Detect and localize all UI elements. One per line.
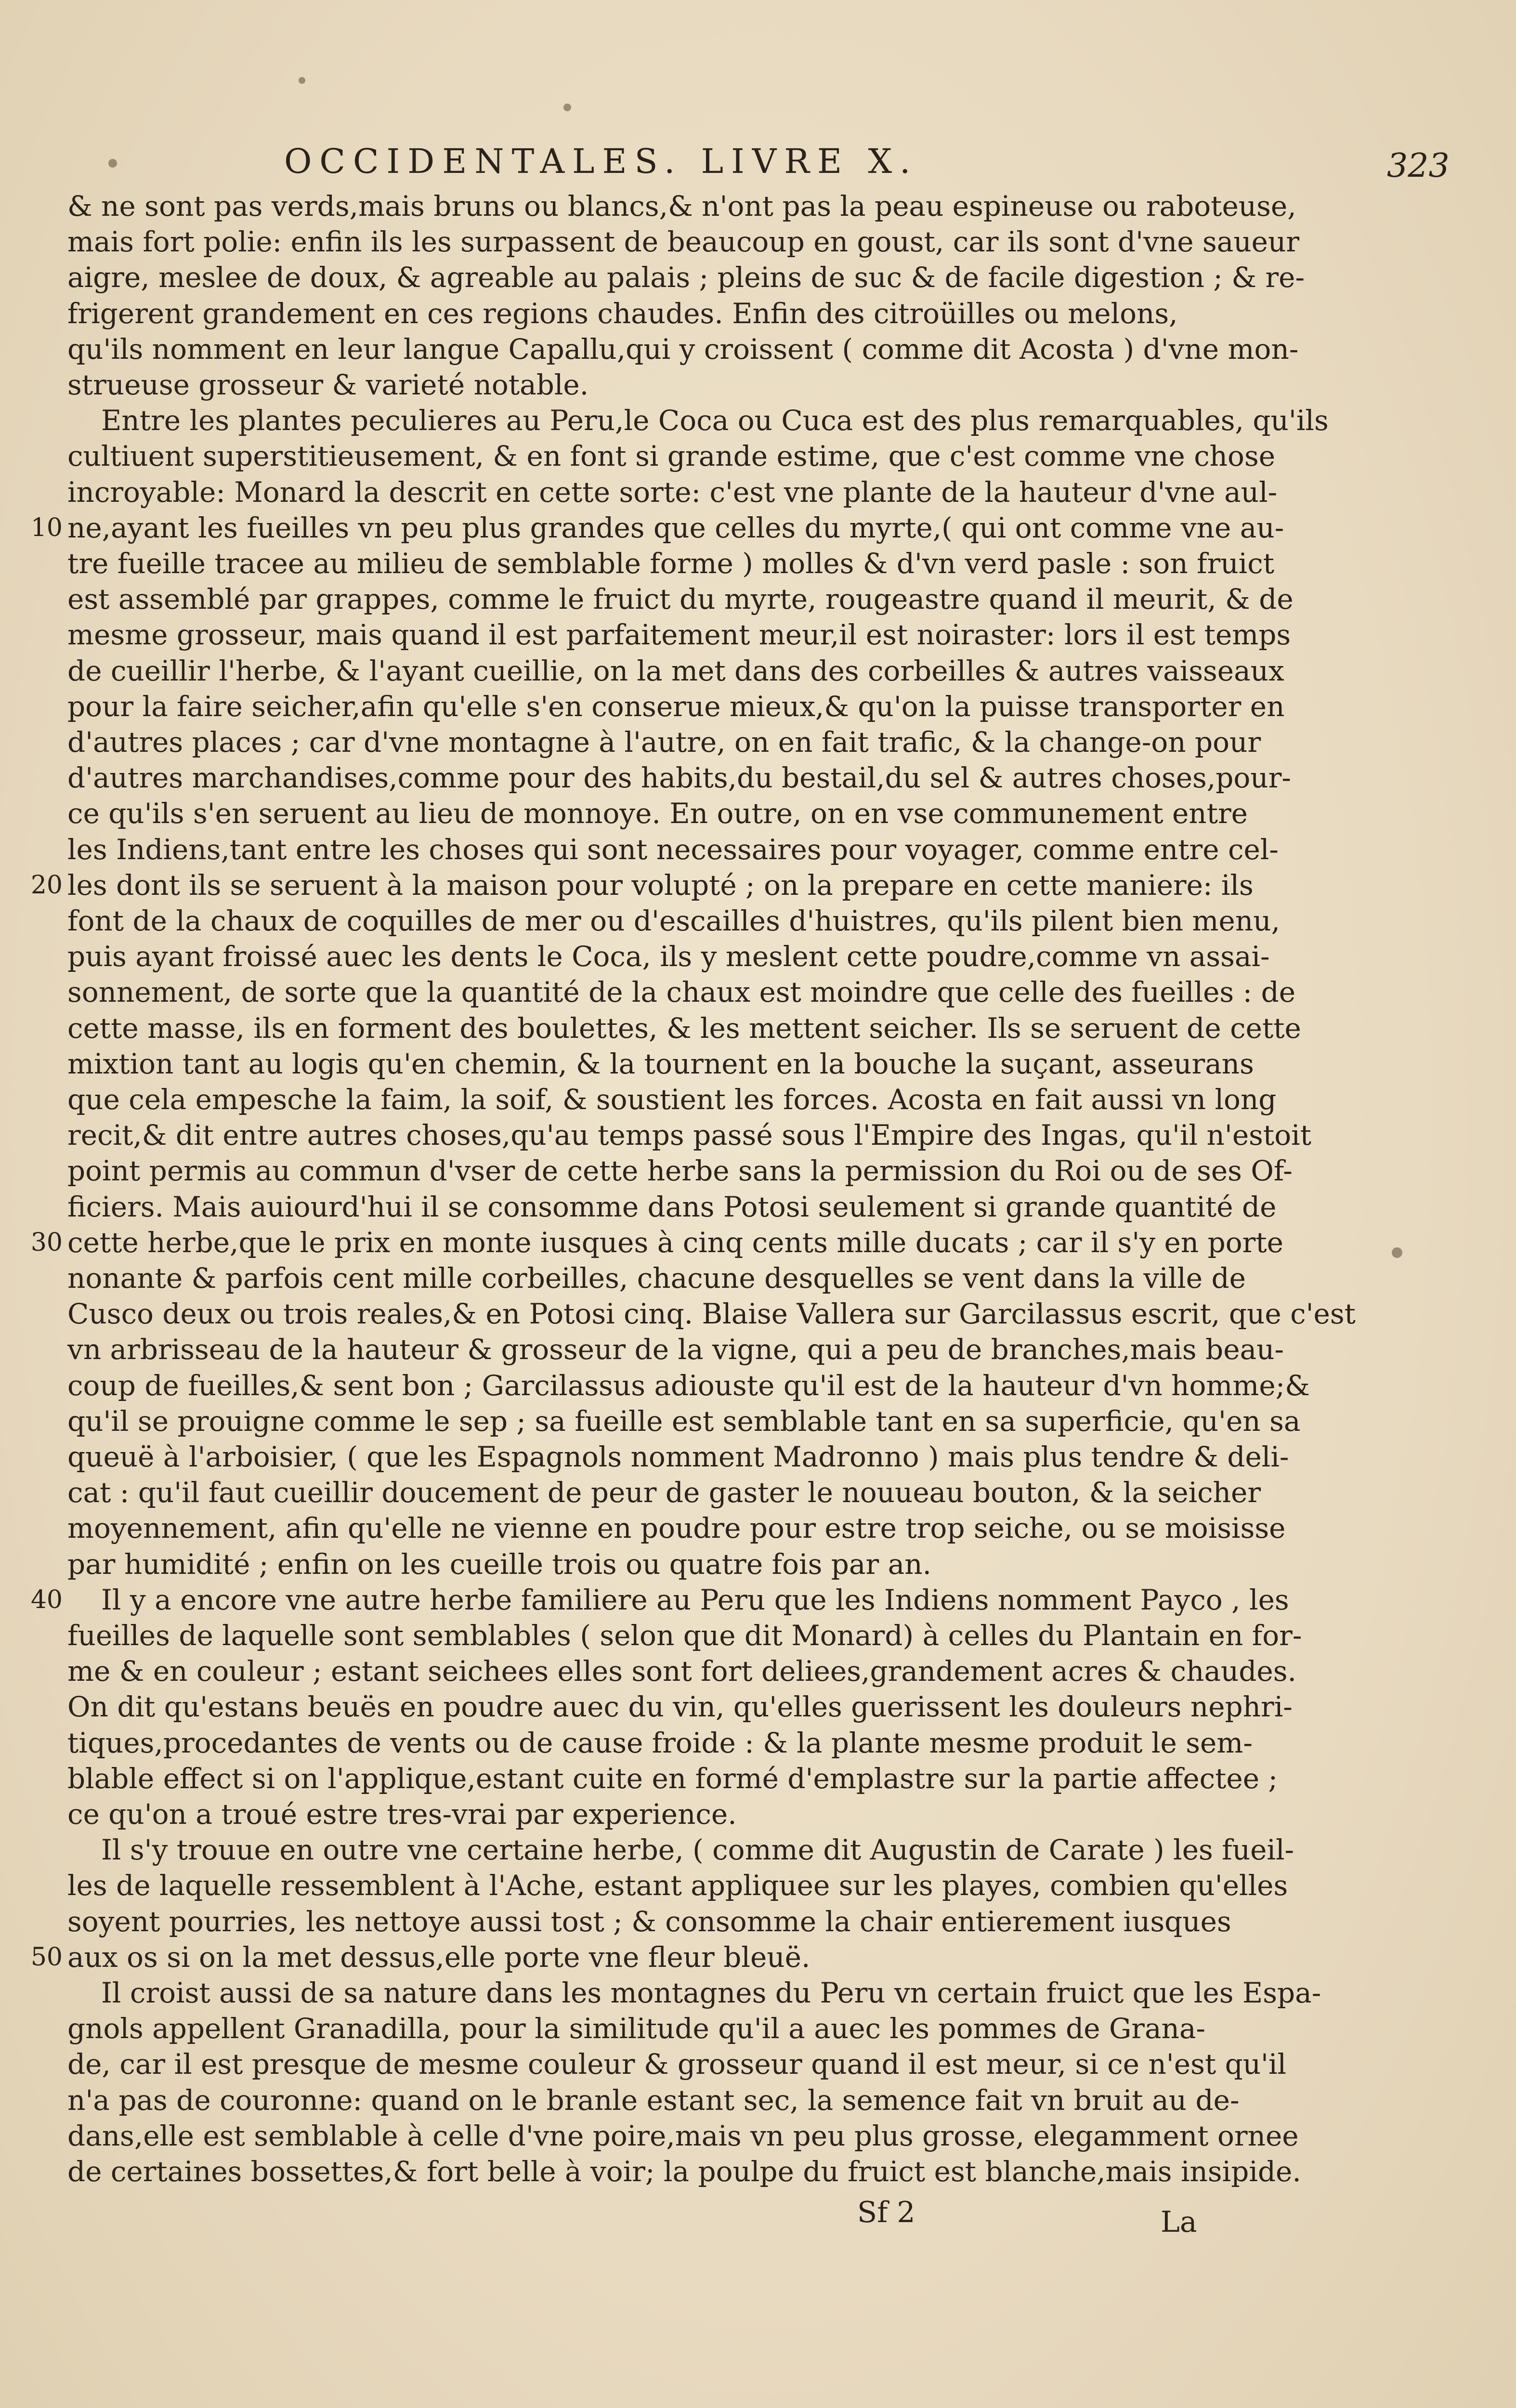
line-text: coup de fueilles,& sent bon ; Garcilassus adiouste qu'il est de la hauteur d'vn homme;&	[67, 1369, 1310, 1402]
line-text: tre fueille tracee au milieu de semblable forme ) molles & d'vn verd pasle : son fruict	[67, 547, 1275, 580]
line-text: aigre, meslee de doux, & agreable au palais ; pleins de suc & de facile digestion ; & re-	[67, 261, 1305, 294]
line-number: 10	[30, 513, 63, 542]
line-text: me & en couleur ; estant seichees elles sont fort deliees,grandement acres & chaudes.	[67, 1655, 1296, 1688]
line-text: Cusco deux ou trois reales,& en Potosi cinq. Blaise Vallera sur Garcilassus escrit, que c'est	[67, 1297, 1356, 1331]
line-text: moyennement, afin qu'elle ne vienne en poudre pour estre trop seiche, ou se moisisse	[67, 1512, 1286, 1545]
paper-spot	[1392, 1247, 1402, 1258]
line-text: les Indiens,tant entre les choses qui sont necessaires pour voyager, comme entre cel-	[67, 833, 1279, 866]
line-text: d'autres places ; car d'vne montagne à l'autre, on en fait trafic, & la change-on pour	[67, 726, 1261, 759]
line-text: de cueillir l'herbe, & l'ayant cueillie, on la met dans des corbeilles & autres vaisseaux	[67, 654, 1284, 687]
line-text: qu'il se prouigne comme le sep ; sa fueille est semblable tant en sa superficie, qu'en sa	[67, 1404, 1301, 1438]
line-text: dans,elle est semblable à celle d'vne poire,mais vn peu plus grosse, elegamment ornee	[67, 2119, 1299, 2152]
paper-spot	[108, 159, 117, 168]
line-text: est assemblé par grappes, comme le fruict du myrte, rougeastre quand il meurit, & de	[67, 583, 1294, 616]
line-text: blable effect si on l'applique,estant cuite en formé d'emplastre sur la partie affectee ;	[67, 1762, 1278, 1795]
line-text: aux os si on la met dessus,elle porte vne fleur bleuë.	[67, 1940, 810, 1974]
catchword: La	[1161, 2205, 1197, 2239]
page-number: 323	[1387, 147, 1450, 185]
line-number: 50	[30, 1942, 63, 1972]
line-text: ce qu'on a troué estre tres-vrai par experience.	[67, 1798, 737, 1831]
signature-mark: Sf 2	[857, 2196, 915, 2229]
line-text: Entre les plantes peculieres au Peru,le Coca ou Cuca est des plus remarquables, qu'ils	[101, 404, 1329, 437]
line-text: tiques,procedantes de vents ou de cause froide : & la plante mesme produit le sem-	[67, 1726, 1253, 1759]
paper-spot	[299, 77, 305, 84]
line-text: n'a pas de couronne: quand on le branle estant sec, la semence fait vn bruit au de-	[67, 2083, 1240, 2117]
line-text: cette herbe,que le prix en monte iusques à cinq cents mille ducats ; car il s'y en porte	[67, 1226, 1283, 1259]
line-text: ce qu'ils s'en seruent au lieu de monnoye. En outre, on en vse communement entre	[67, 797, 1248, 830]
line-text: puis ayant froissé auec les dents le Coca, ils y meslent cette poudre,comme vn assai-	[67, 940, 1270, 973]
line-text: cultiuent superstitieusement, & en font si grande estime, que c'est comme vne chose	[67, 440, 1276, 473]
line-text: de, car il est presque de mesme couleur & grosseur quand il est meur, si ce n'est qu'il	[67, 2048, 1287, 2081]
line-text: ne,ayant les fueilles vn peu plus grandes que celles du myrte,( qui ont comme vne au-	[67, 511, 1284, 544]
line-text: recit,& dit entre autres choses,qu'au temps passé sous l'Empire des Ingas, qu'il n'estoit	[67, 1119, 1312, 1152]
line-text: queuë à l'arboisier, ( que les Espagnols nomment Madronno ) mais plus tendre & deli-	[67, 1440, 1289, 1473]
line-text: mixtion tant au logis qu'en chemin, & la tournent en la bouche la suçant, asseurans	[67, 1047, 1254, 1080]
line-text: strueuse grosseur & varieté notable.	[67, 368, 589, 401]
line-number: 30	[30, 1228, 63, 1257]
line-number: 20	[30, 870, 63, 900]
line-text: par humidité ; enfin on les cueille trois ou quatre fois par an.	[67, 1547, 932, 1581]
line-text: Il y a encore vne autre herbe familiere au Peru que les Indiens nomment Payco , les	[101, 1583, 1289, 1616]
line-text: & ne sont pas verds,mais bruns ou blancs,& n'ont pas la peau espineuse ou raboteuse,	[67, 190, 1296, 222]
line-text: qu'ils nomment en leur langue Capallu,qui y croissent ( comme dit Acosta ) d'vne mon-	[67, 332, 1299, 366]
line-number: 40	[30, 1585, 63, 1614]
line-text: Il croist aussi de sa nature dans les montagnes du Peru vn certain fruict que les Espa-	[101, 1976, 1321, 2009]
line-text: les de laquelle ressemblent à l'Ache, estant appliquee sur les playes, combien qu'elles	[67, 1869, 1288, 1902]
line-text: incroyable: Monard la descrit en cette sorte: c'est vne plante de la hauteur d'vne aul-	[67, 475, 1278, 509]
line-text: gnols appellent Granadilla, pour la similitude qu'il a auec les pommes de Grana-	[67, 2012, 1206, 2045]
line-text: cette masse, ils en forment des boulettes, & les mettent seicher. Ils se seruent de cette	[67, 1011, 1301, 1045]
line-text: les dont ils se seruent à la maison pour volupté ; on la prepare en cette maniere: ils	[67, 868, 1254, 902]
line-text: sonnement, de sorte que la quantité de la chaux est moindre que celle des fueilles : de	[67, 976, 1296, 1009]
line-text: vn arbrisseau de la hauteur & grosseur de la vigne, qui a peu de branches,mais beau-	[67, 1333, 1284, 1366]
line-text: On dit qu'estans beuës en poudre auec du vin, qu'elles guerissent les douleurs nephri-	[67, 1690, 1293, 1724]
line-text: que cela empesche la faim, la soif, & soustient les forces. Acosta en fait aussi vn long	[67, 1083, 1277, 1116]
line-text: Il s'y trouue en outre vne certaine herbe, ( comme dit Augustin de Carate ) les fueil-	[101, 1833, 1294, 1867]
line-text: d'autres marchandises,comme pour des habits,du bestail,du sel & autres choses,pour-	[67, 761, 1291, 795]
line-text: mais fort polie: enfin ils les surpassent de beaucoup en goust, car ils sont d'vne saueur	[67, 225, 1300, 259]
paper-spot	[563, 104, 571, 111]
line-text: soyent pourries, les nettoye aussi tost ; & consomme la chair entierement iusques	[67, 1905, 1231, 1938]
line-text: mesme grosseur, mais quand il est parfaitement meur,il est noiraster: lors il est temps	[67, 618, 1291, 652]
line-text: pour la faire seicher,afin qu'elle s'en conserue mieux,& qu'on la puisse transporter en	[67, 690, 1285, 723]
line-text: frigerent grandement en ces regions chaudes. Enfin des citroüilles ou melons,	[67, 297, 1178, 330]
line-text: point permis au commun d'vser de cette herbe sans la permission du Roi ou de ses Of-	[67, 1154, 1293, 1188]
line-text: de certaines bossettes,& fort belle à voir; la poulpe du fruict est blanche,mais insipide.	[67, 2155, 1301, 2188]
line-text: ficiers. Mais auiourd'hui il se consomme dans Potosi seulement si grande quantité de	[67, 1190, 1277, 1223]
line-text: fueilles de laquelle sont semblables ( selon que dit Monard) à celles du Plantain en for-	[67, 1619, 1302, 1652]
line-text: font de la chaux de coquilles de mer ou d'escailles d'huistres, qu'ils pilent bien menu,	[67, 904, 1281, 937]
line-text: cat : qu'il faut cueillir doucement de peur de gaster le nouueau bouton, & la seicher	[67, 1476, 1261, 1509]
running-title: OCCIDENTALES. LIVRE X.	[284, 142, 918, 181]
line-text: nonante & parfois cent mille corbeilles, chacune desquelles se vent dans la ville de	[67, 1262, 1246, 1295]
